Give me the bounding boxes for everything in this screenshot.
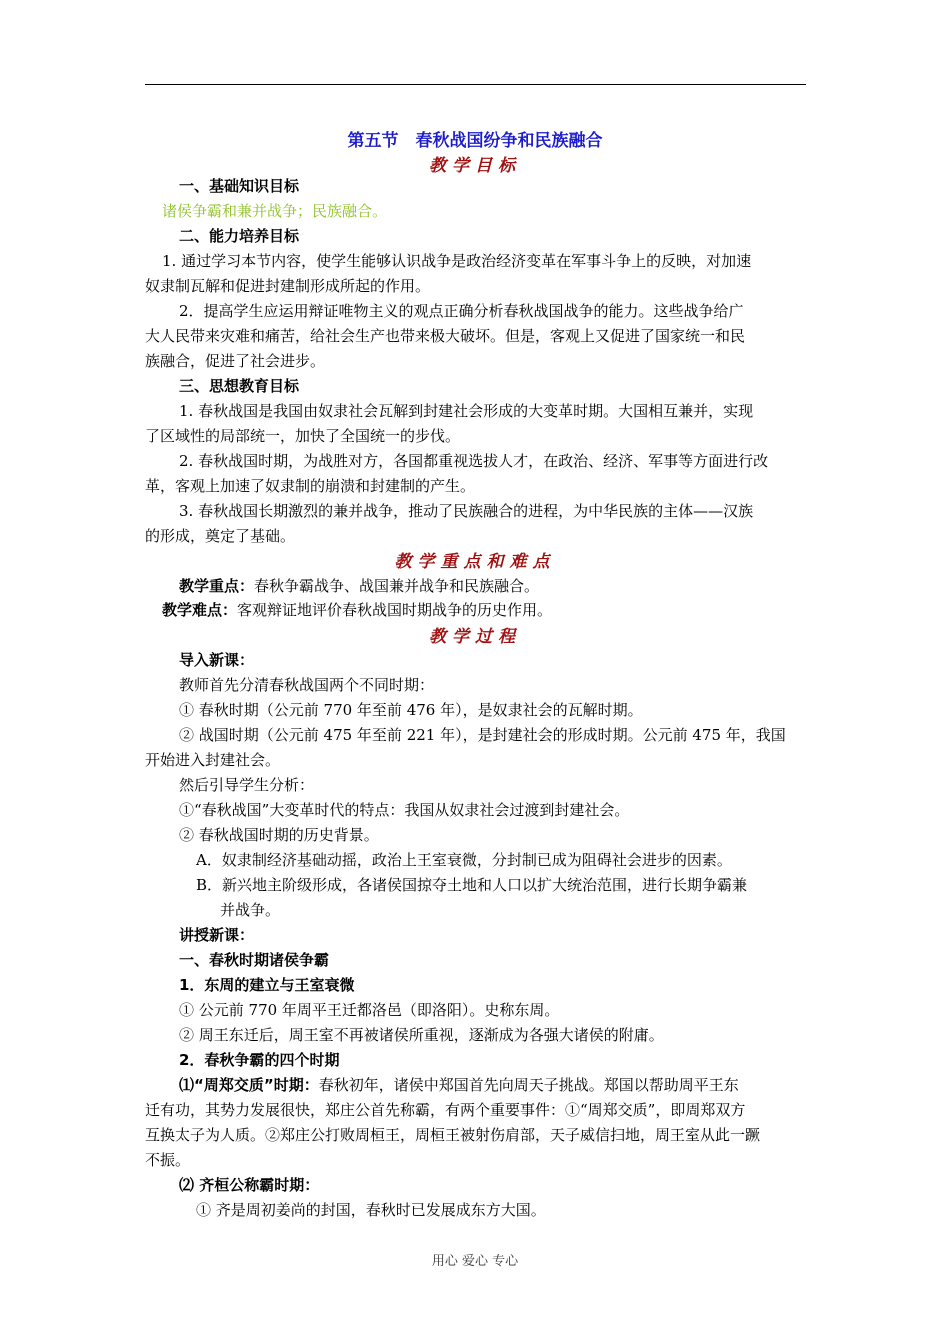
east-zhou-1: ① 公元前 770 年周平王迁都洛邑（即洛阳）。史称东周。 — [179, 1001, 560, 1019]
background-b-line-1: B．新兴地主阶级形成，各诸侯国掠夺土地和人口以扩大统治范围，进行长期争霸兼 — [196, 876, 748, 894]
objective-heading-2: 二、能力培养目标 — [179, 227, 300, 245]
focus-row — [179, 574, 539, 599]
east-zhou-2: ② 周王东迁后，周王室不再被诸侯所重视，逐渐成为各强大诸侯的附庸。 — [179, 1026, 664, 1044]
background-a: A．奴隶制经济基础动摇，政治上王室衰微，分封制已成为阻碍社会进步的因素。 — [196, 851, 732, 869]
intro-p5: ①“春秋战国”大变革时代的特点：我国从奴隶社会过渡到封建社会。 — [179, 801, 630, 819]
heading-objectives: 教学目标 — [429, 156, 521, 176]
ability-1-line-2: 奴隶制瓦解和促进封建制形成所起的作用。 — [145, 277, 431, 295]
thought-2-line-2: 革，客观上加速了奴隶制的崩溃和封建制的产生。 — [145, 477, 476, 495]
intro-p3-line-1: ② 战国时期（公元前 475 年至前 221 年），是封建社会的形成时期。公元前 475 年，我国 — [179, 726, 786, 744]
difficulty-row — [162, 598, 552, 623]
zhouzheng-text-1: 春秋初年，诸侯中郑国首先向周天子挑战。郑国以帮助周平王东 — [318, 1076, 739, 1094]
zhouzheng-line-3: 互换太子为人质。②郑庄公打败周桓王，周桓王被射伤肩部，天子威信扫地，周王室从此一蹶 — [145, 1126, 761, 1144]
heading-process: 教学过程 — [429, 627, 521, 647]
heading-keypoints: 教学重点和难点 — [394, 552, 556, 572]
section-1-2-heading: 2．春秋争霸的四个时期 — [179, 1051, 340, 1069]
lecture-label: 讲授新课： — [179, 926, 255, 944]
zhouzheng-line-1 — [179, 1073, 739, 1098]
focus-label: 教学重点： — [179, 577, 255, 595]
objective-heading-1: 一、基础知识目标 — [179, 177, 300, 195]
intro-p6: ② 春秋战国时期的历史背景。 — [179, 826, 379, 844]
intro-p1: 教师首先分清春秋战国两个不同时期： — [179, 676, 435, 694]
thought-1-line-2: 了区域性的局部统一，加快了全国统一的步伐。 — [145, 427, 461, 445]
thought-3-line-1: 3. 春秋战国长期激烈的兼并战争，推动了民族融合的进程，为中华民族的主体——汉族 — [179, 502, 754, 520]
ability-2-line-3: 族融合，促进了社会进步。 — [145, 352, 326, 370]
basic-knowledge-text: 诸侯争霸和兼并战争；民族融合。 — [162, 202, 388, 220]
difficulty-label: 教学难点： — [162, 601, 238, 619]
background-b-line-2: 并战争。 — [220, 901, 281, 919]
ability-1-line-1: 1. 通过学习本节内容，使学生能够认识战争是政治经济变革在军事斗争上的反映，对加速 — [162, 252, 752, 270]
zhouzheng-line-4: 不振。 — [145, 1151, 191, 1169]
page-title: 第五节 春秋战国纷争和民族融合 — [347, 131, 603, 151]
intro-p3-line-2: 开始进入封建社会。 — [145, 751, 281, 769]
focus-text: 春秋争霸战争、战国兼并战争和民族融合。 — [254, 577, 540, 595]
ability-2-line-2: 大人民带来灾难和痛苦，给社会生产也带来极大破坏。但是，客观上又促进了国家统一和民 — [145, 327, 746, 345]
intro-label: 导入新课： — [179, 651, 255, 669]
thought-3-line-2: 的形成，奠定了基础。 — [145, 527, 296, 545]
thought-1-line-1: 1. 春秋战国是我国由奴隶社会瓦解到封建社会形成的大变革时期。大国相互兼并，实现 — [179, 402, 754, 420]
qi-huan-heading: ⑵ 齐桓公称霸时期： — [179, 1176, 320, 1194]
intro-p2: ① 春秋时期（公元前 770 年至前 476 年），是奴隶社会的瓦解时期。 — [179, 701, 643, 719]
ability-2-line-1: 2．提高学生应运用辩证唯物主义的观点正确分析春秋战国战争的能力。这些战争给广 — [179, 302, 744, 320]
difficulty-text: 客观辩证地评价春秋战国时期战争的历史作用。 — [237, 601, 553, 619]
intro-p4: 然后引导学生分析： — [179, 776, 315, 794]
section-1-1-heading: 1．东周的建立与王室衰微 — [179, 976, 355, 994]
qi-huan-1: ① 齐是周初姜尚的封国，春秋时已发展成东方大国。 — [196, 1201, 546, 1219]
objective-heading-3: 三、思想教育目标 — [179, 377, 300, 395]
page-footer: 用心 爱心 专心 — [431, 1254, 519, 1269]
zhouzheng-label: ⑴“周郑交质”时期： — [179, 1076, 319, 1094]
thought-2-line-1: 2. 春秋战国时期，为战胜对方，各国都重视选拔人才，在政治、经济、军事等方面进行改 — [179, 452, 769, 470]
zhouzheng-line-2: 迁有功，其势力发展很快，郑庄公首先称霸，有两个重要事件：①“周郑交质”，即周郑双方 — [145, 1101, 746, 1119]
section-1-heading: 一、春秋时期诸侯争霸 — [179, 951, 330, 969]
header-rule — [145, 84, 806, 85]
